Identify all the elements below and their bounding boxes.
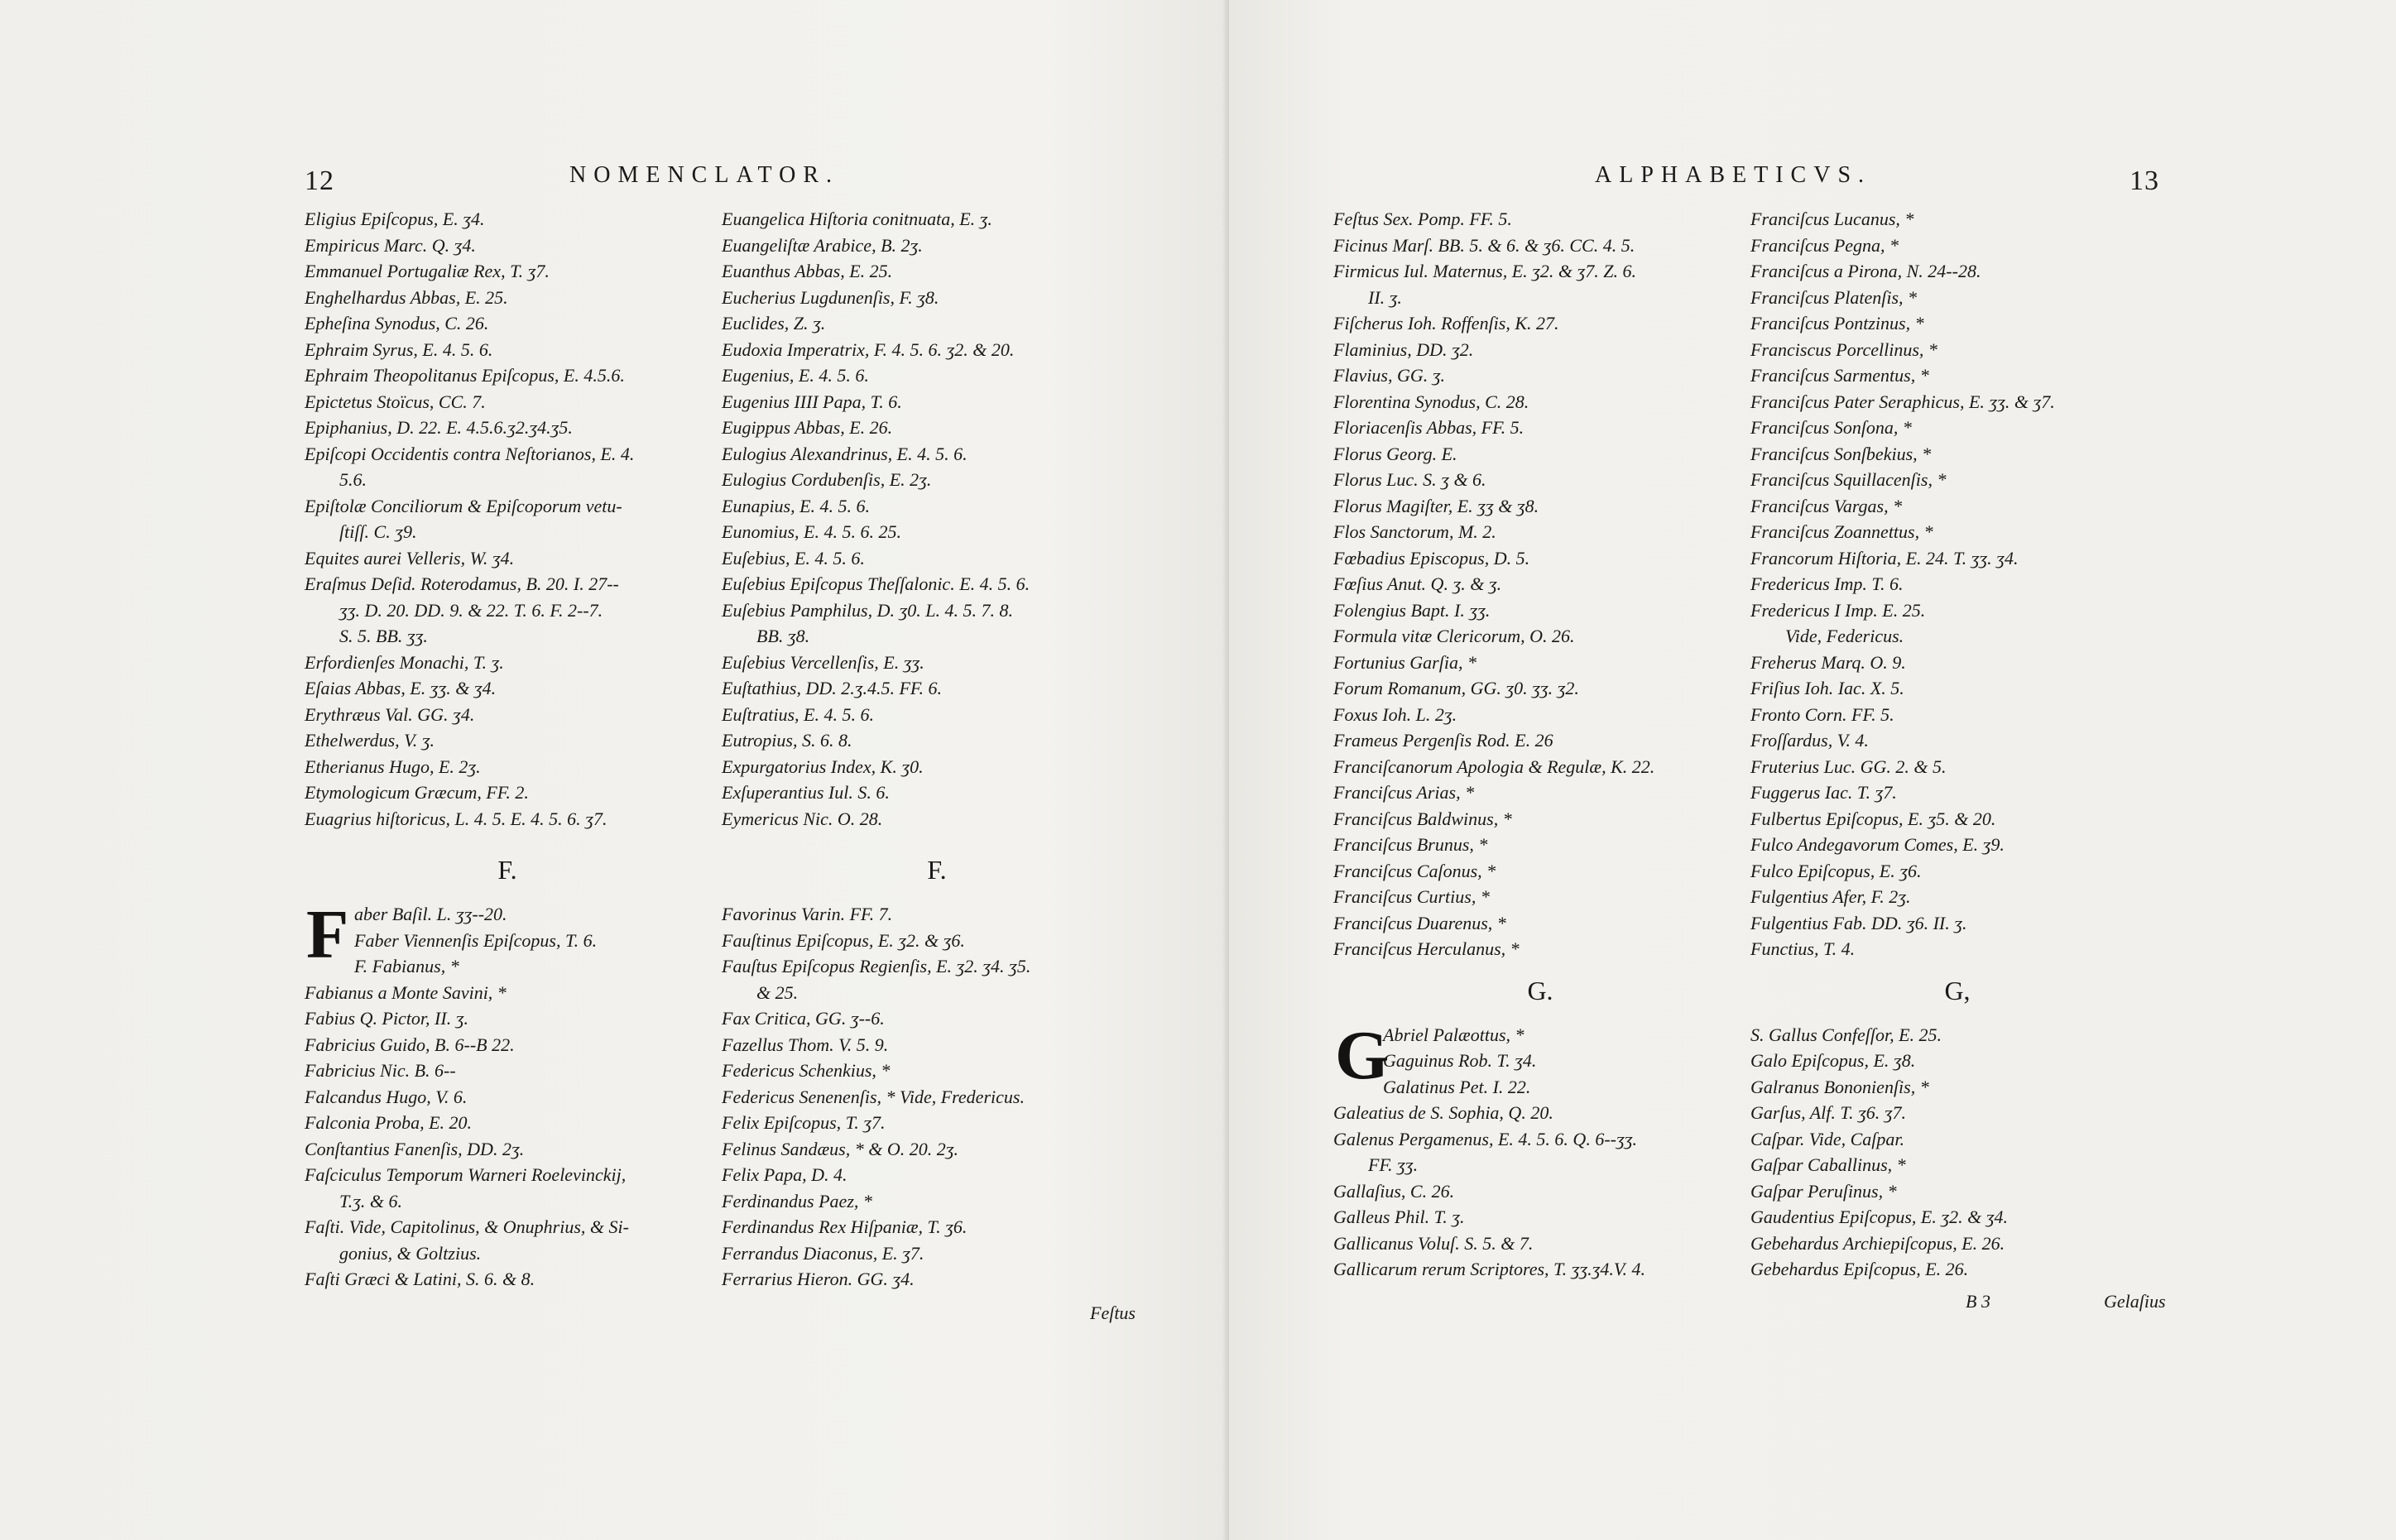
index-entry: Ficinus Marſ. BB. 5. & 6. & ʒ6. CC. 4. 5.	[1333, 234, 1635, 256]
index-entry: T.ʒ. & 6.	[339, 1190, 402, 1211]
index-entry: Galenus Pergamenus, E. 4. 5. 6. Q. 6--ʒʒ.	[1333, 1128, 1637, 1149]
index-entry: Functius, T. 4.	[1750, 938, 1856, 959]
index-entry: Favorinus Varin. FF. 7.	[722, 904, 893, 924]
index-entry: gonius, & Goltzius.	[339, 1242, 482, 1264]
index-entry: Franciſcus Curtius, *	[1333, 886, 1490, 907]
index-entry: Gaudentius Epiſcopus, E. ʒ2. & ʒ4.	[1750, 1207, 2009, 1227]
index-entry: Fabianus a Monte Savini, *	[305, 981, 507, 1003]
index-entry: Gaſpar Peruſinus, *	[1750, 1180, 1897, 1202]
index-entry: Eudoxia Imperatrix, F. 4. 5. 6. ʒ2. & 20.	[722, 338, 1015, 360]
entry-list-g-continued	[1750, 1022, 2164, 1283]
index-entry: Fortunius Garſia, *	[1333, 651, 1476, 673]
index-entry: Fronto Corn. FF. 5.	[1750, 703, 1894, 725]
index-entry: Epiſcopi Occidentis contra Neſtorianos, E. 4.	[305, 443, 635, 464]
index-entry: Franciſcus a Pirona, N. 24--28.	[1750, 261, 1981, 281]
index-entry: Eulogius Alexandrinus, E. 4. 5. 6.	[722, 443, 968, 464]
right-page-column-1	[1333, 206, 1747, 1283]
index-entry: Franciſcus Squillacenſis, *	[1750, 469, 1947, 490]
index-entry: Fabius Q. Pictor, II. ʒ.	[305, 1008, 468, 1029]
index-entry: Franciſcus Pater Seraphicus, E. ʒʒ. & ʒ7.	[1750, 391, 2055, 412]
index-entry: Flos Sanctorum, M. 2.	[1333, 521, 1496, 542]
index-entry: BB. ʒ8.	[756, 626, 810, 646]
index-entry: Faber Viennenſis Epiſcopus, T. 6.	[354, 929, 598, 951]
index-entry: Frameus Pergenſis Rod. E. 26	[1333, 730, 1553, 751]
index-entry: Franciſcus Sarmentus, *	[1750, 365, 1929, 386]
index-entry: Epheſina Synodus, C. 26.	[305, 313, 489, 333]
index-entry: Euſebius Vercellenſis, E. ʒʒ.	[722, 651, 924, 673]
index-entry: Franciſcus Duarenus, *	[1333, 912, 1506, 933]
index-entry: Felinus Sandæus, * & O. 20. 2ʒ.	[722, 1138, 958, 1159]
index-entry: Eunapius, E. 4. 5. 6.	[722, 495, 871, 516]
index-entry: Fiſcherus Ioh. Roffenſis, K. 27.	[1333, 313, 1559, 333]
index-entry: S. Gallus Confeſſor, E. 25.	[1750, 1024, 1942, 1045]
index-entry: Falconia Proba, E. 20.	[305, 1112, 473, 1133]
index-entry: Franciſcus Pegna, *	[1750, 234, 1899, 256]
entry-list-f-continued	[722, 901, 1152, 1293]
index-entry: Euſtathius, DD. 2.ʒ.4.5. FF. 6.	[722, 678, 943, 698]
index-entry: Faſti Græci & Latini, S. 6. & 8.	[305, 1269, 535, 1289]
index-entry: Franciſcus Pontzinus, *	[1750, 313, 1924, 333]
index-entry: Franciſcus Lucanus, *	[1750, 209, 1914, 229]
index-entry: Florus Magiſter, E. ʒʒ & ʒ8.	[1333, 495, 1539, 516]
index-entry: Fredericus Imp. T. 6.	[1750, 573, 1904, 594]
index-entry: Fazellus Thom. V. 5. 9.	[722, 1034, 889, 1055]
index-entry: Fabricius Nic. B. 6--	[305, 1060, 456, 1081]
index-entry: Federicus Senenenſis, * Vide, Fredericus.	[722, 1086, 1025, 1107]
index-entry: Folengius Bapt. I. ʒʒ.	[1333, 599, 1491, 621]
entry-list-f	[305, 896, 710, 1293]
index-entry: ʒʒ. D. 20. DD. 9. & 22. T. 6. F. 2--7.	[339, 599, 603, 621]
index-entry: Etymologicum Græcum, FF. 2.	[305, 782, 529, 803]
index-entry: Fredericus I Imp. E. 25.	[1750, 599, 1926, 621]
index-entry: Eymericus Nic. O. 28.	[722, 808, 883, 829]
index-entry: Florus Luc. S. ʒ & 6.	[1333, 469, 1486, 490]
index-entry: Gallaſius, C. 26.	[1333, 1180, 1455, 1202]
entry-list-f-continued	[1750, 206, 2164, 962]
index-entry: Galo Epiſcopus, E. ʒ8.	[1750, 1050, 1916, 1071]
index-entry: Gallicarum rerum Scriptores, T. ʒʒ.ʒ4.V. 4.	[1333, 1259, 1646, 1279]
entry-list-g	[1333, 1016, 1747, 1283]
catchword-left: Feſtus	[1090, 1303, 1136, 1323]
index-entry: Fulgentius Afer, F. 2ʒ.	[1750, 886, 1911, 907]
index-entry: Euſtratius, E. 4. 5. 6.	[722, 703, 874, 725]
dropcap-initial: F	[306, 896, 349, 973]
index-entry: II. ʒ.	[1368, 286, 1402, 308]
index-entry: Eulogius Cordubenſis, E. 2ʒ.	[722, 469, 932, 490]
index-entry: Francorum Hiſtoria, E. 24. T. ʒʒ. ʒ4.	[1750, 547, 2019, 569]
index-entry: Faſciculus Temporum Warneri Roelevinckij,	[305, 1164, 627, 1185]
index-entry: Franciſcanorum Apologia & Regulæ, K. 22.	[1333, 756, 1655, 777]
index-entry: F. Fabianus, *	[354, 956, 459, 976]
index-entry: Franciſcus Caſonus, *	[1333, 860, 1496, 881]
index-entry: Galranus Bononienſis, *	[1750, 1076, 1929, 1097]
signature-mark: B 3	[1966, 1291, 1990, 1312]
index-entry: Eucherius Lugdunenſis, F. ʒ8.	[722, 286, 939, 308]
left-page-column-1	[305, 206, 710, 1293]
index-entry: Enghelhardus Abbas, E. 25.	[305, 286, 508, 308]
index-entry: Caſpar. Vide, Caſpar.	[1750, 1128, 1905, 1149]
index-entry: Epiphanius, D. 22. E. 4.5.6.ʒ2.ʒ4.ʒ5.	[305, 417, 573, 438]
index-entry: Felix Epiſcopus, T. ʒ7.	[722, 1112, 886, 1133]
page-number-left: 12	[305, 166, 334, 196]
index-entry: Eugippus Abbas, E. 26.	[722, 417, 893, 438]
index-entry: Euſebius, E. 4. 5. 6.	[722, 547, 865, 569]
index-entry: Ethelwerdus, V. ʒ.	[305, 730, 435, 751]
right-page	[1229, 0, 2396, 1540]
index-entry: Fulco Andegavorum Comes, E. ʒ9.	[1750, 834, 2005, 855]
section-heading-g: G.	[1527, 975, 1553, 1005]
entry-list-f	[1333, 206, 1747, 962]
index-entry: Fuggerus Iac. T. ʒ7.	[1750, 782, 1897, 803]
index-entry: Franciscus Porcellinus, *	[1750, 338, 1937, 360]
index-entry: Franciſcus Brunus, *	[1333, 834, 1488, 855]
index-entry: Ephraim Syrus, E. 4. 5. 6.	[305, 338, 493, 360]
index-entry: Freherus Marq. O. 9.	[1750, 651, 1906, 673]
running-head-left: NOMENCLATOR.	[569, 162, 840, 188]
page-number-right: 13	[2130, 166, 2159, 196]
dropcap-initial: G	[1335, 1016, 1390, 1094]
index-entry: Ferdinandus Rex Hiſpaniæ, T. ʒ6.	[722, 1216, 968, 1237]
index-entry: Galleus Phil. T. ʒ.	[1333, 1207, 1465, 1227]
index-entry: aber Baſil. L. ʒʒ--20.	[354, 904, 507, 924]
index-entry: Epiſtolæ Conciliorum & Epiſcoporum vetu-	[305, 495, 622, 516]
index-entry: Fulgentius Fab. DD. ʒ6. II. ʒ.	[1750, 912, 1967, 933]
left-page-column-2	[722, 206, 1152, 1293]
index-entry: Abriel Palæottus, *	[1383, 1024, 1525, 1045]
index-entry: Florentina Synodus, C. 28.	[1333, 391, 1529, 412]
entry-list-e	[305, 206, 710, 832]
index-entry: Euangeliſtæ Arabice, B. 2ʒ.	[722, 234, 923, 256]
index-entry: Euanthus Abbas, E. 25.	[722, 261, 893, 281]
index-entry: Euſebius Epiſcopus Theſſalonic. E. 4. 5. 6.	[722, 573, 1030, 594]
index-entry: Formula vitæ Clericorum, O. 26.	[1333, 626, 1575, 646]
index-entry: Eunomius, E. 4. 5. 6. 25.	[722, 521, 901, 542]
index-entry: Erythræus Val. GG. ʒ4.	[305, 703, 475, 725]
index-entry: Fax Critica, GG. ʒ--6.	[722, 1008, 885, 1029]
initial-block-f	[305, 896, 710, 1293]
index-entry: Gebehardus Archiepiſcopus, E. 26.	[1750, 1232, 2005, 1254]
index-entry: Franciſcus Vargas, *	[1750, 495, 1903, 516]
index-entry: Franciſcus Platenſis, *	[1750, 286, 1918, 308]
index-entry: Ferrandus Diaconus, E. ʒ7.	[722, 1242, 924, 1264]
index-entry: Epictetus Stoïcus, CC. 7.	[305, 391, 486, 412]
index-entry: Eligius Epiſcopus, E. ʒ4.	[305, 209, 485, 229]
index-entry: Fabricius Guido, B. 6--B 22.	[305, 1034, 515, 1055]
section-heading-f: F.	[497, 855, 517, 885]
index-entry: Euangelica Hiſtoria conitnuata, E. ʒ.	[722, 209, 992, 229]
index-entry: Empiricus Marc. Q. ʒ4.	[305, 234, 476, 256]
index-entry: Franciſcus Baldwinus, *	[1333, 808, 1512, 829]
index-entry: Eſaias Abbas, E. ʒʒ. & ʒ4.	[305, 678, 497, 698]
index-entry: Franciſcus Zoannettus, *	[1750, 521, 1933, 542]
index-entry: Euſebius Pamphilus, D. ʒ0. L. 4. 5. 7. 8.	[722, 599, 1013, 621]
index-entry: Friſius Ioh. Iac. X. 5.	[1750, 678, 1904, 698]
index-entry: Franciſcus Herculanus, *	[1333, 938, 1520, 959]
section-heading-g: G,	[1944, 975, 1971, 1005]
index-entry: Froſſardus, V. 4.	[1750, 730, 1869, 751]
index-entry: Ferdinandus Paez, *	[722, 1190, 872, 1211]
index-entry: Felix Papa, D. 4.	[722, 1164, 847, 1185]
initial-block-g	[1333, 1016, 1747, 1283]
index-entry: Gaſpar Caballinus, *	[1750, 1154, 1906, 1175]
index-entry: Fauſtinus Epiſcopus, E. ʒ2. & ʒ6.	[722, 929, 965, 951]
index-entry: Fulbertus Epiſcopus, E. ʒ5. & 20.	[1750, 808, 1996, 829]
index-entry: Gebehardus Epiſcopus, E. 26.	[1750, 1259, 1969, 1279]
index-entry: Forum Romanum, GG. ʒ0. ʒʒ. ʒ2.	[1333, 678, 1579, 698]
index-entry: ſtiſſ. C. ʒ9.	[339, 521, 417, 542]
index-entry: Eraſmus Deſid. Roterodamus, B. 20. I. 27--	[305, 573, 619, 594]
index-entry: Erfordienſes Monachi, T. ʒ.	[305, 651, 504, 673]
index-entry: Euagrius hiſtoricus, L. 4. 5. E. 4. 5. 6. ʒ7.	[305, 808, 607, 829]
index-entry: 5.6.	[339, 469, 367, 490]
index-entry: FF. ʒʒ.	[1368, 1154, 1419, 1175]
running-head-right: ALPHABETICVS.	[1595, 162, 1872, 188]
index-entry: Gaguinus Rob. T. ʒ4.	[1383, 1050, 1537, 1071]
index-entry: Foxus Ioh. L. 2ʒ.	[1333, 703, 1457, 725]
index-entry: Ephraim Theopolitanus Epiſcopus, E. 4.5.6.	[305, 365, 625, 386]
index-entry: Federicus Schenkius, *	[722, 1060, 891, 1081]
index-entry: Firmicus Iul. Maternus, E. ʒ2. & ʒ7. Z. 6.	[1333, 261, 1637, 281]
index-entry: Eutropius, S. 6. 8.	[722, 730, 852, 751]
index-entry: Vide, Federicus.	[1785, 626, 1904, 646]
index-entry: Franciſcus Sonſona, *	[1750, 417, 1912, 438]
index-entry: & 25.	[756, 981, 799, 1003]
index-entry: Ferrarius Hieron. GG. ʒ4.	[722, 1269, 915, 1289]
index-entry: Fulco Epiſcopus, E. ʒ6.	[1750, 860, 1922, 881]
index-entry: Faſti. Vide, Capitolinus, & Onuphrius, & Si-	[305, 1216, 629, 1237]
index-entry: S. 5. BB. ʒʒ.	[339, 626, 428, 646]
right-page-column-2	[1750, 206, 2164, 1283]
index-entry: Emmanuel Portugaliæ Rex, T. ʒ7.	[305, 261, 550, 281]
catchword-right: Gelaſius	[2104, 1291, 2166, 1312]
index-entry: Gallicanus Voluſ. S. 5. & 7.	[1333, 1232, 1534, 1254]
index-entry: Franciſcus Sonſbekius, *	[1750, 443, 1932, 464]
index-entry: Fœſius Anut. Q. ʒ. & ʒ.	[1333, 573, 1502, 594]
index-entry: Eugenius, E. 4. 5. 6.	[722, 365, 869, 386]
index-entry: Eugenius IIII Papa, T. 6.	[722, 391, 902, 412]
index-entry: Feſtus Sex. Pomp. FF. 5.	[1333, 209, 1512, 229]
index-entry: Fauſtus Epiſcopus Regienſis, E. ʒ2. ʒ4. ʒ5.	[722, 956, 1031, 976]
index-entry: Garſus, Alf. T. ʒ6. ʒ7.	[1750, 1102, 1907, 1123]
index-entry: Fœbadius Episcopus, D. 5.	[1333, 547, 1530, 569]
index-entry: Expurgatorius Index, K. ʒ0.	[722, 756, 924, 777]
index-entry: Florus Georg. E.	[1333, 443, 1457, 464]
index-entry: Exſuperantius Iul. S. 6.	[722, 782, 890, 803]
entry-list-e-continued	[722, 206, 1152, 832]
index-entry: Conſtantius Fanenſis, DD. 2ʒ.	[305, 1138, 525, 1159]
index-entry: Euclides, Z. ʒ.	[722, 313, 826, 333]
index-entry: Equites aurei Velleris, W. ʒ4.	[305, 547, 515, 569]
index-entry: Franciſcus Arias, *	[1333, 782, 1475, 803]
index-entry: Flavius, GG. ʒ.	[1333, 365, 1446, 386]
index-entry: Etherianus Hugo, E. 2ʒ.	[305, 756, 481, 777]
index-entry: Galeatius de S. Sophia, Q. 20.	[1333, 1102, 1553, 1123]
index-entry: Fruterius Luc. GG. 2. & 5.	[1750, 756, 1947, 777]
section-heading-f: F.	[927, 855, 947, 885]
index-entry: Falcandus Hugo, V. 6.	[305, 1086, 468, 1107]
index-entry: Floriacenſis Abbas, FF. 5.	[1333, 417, 1525, 438]
index-entry: Galatinus Pet. I. 22.	[1383, 1076, 1531, 1097]
index-entry: Flaminius, DD. ʒ2.	[1333, 338, 1474, 360]
